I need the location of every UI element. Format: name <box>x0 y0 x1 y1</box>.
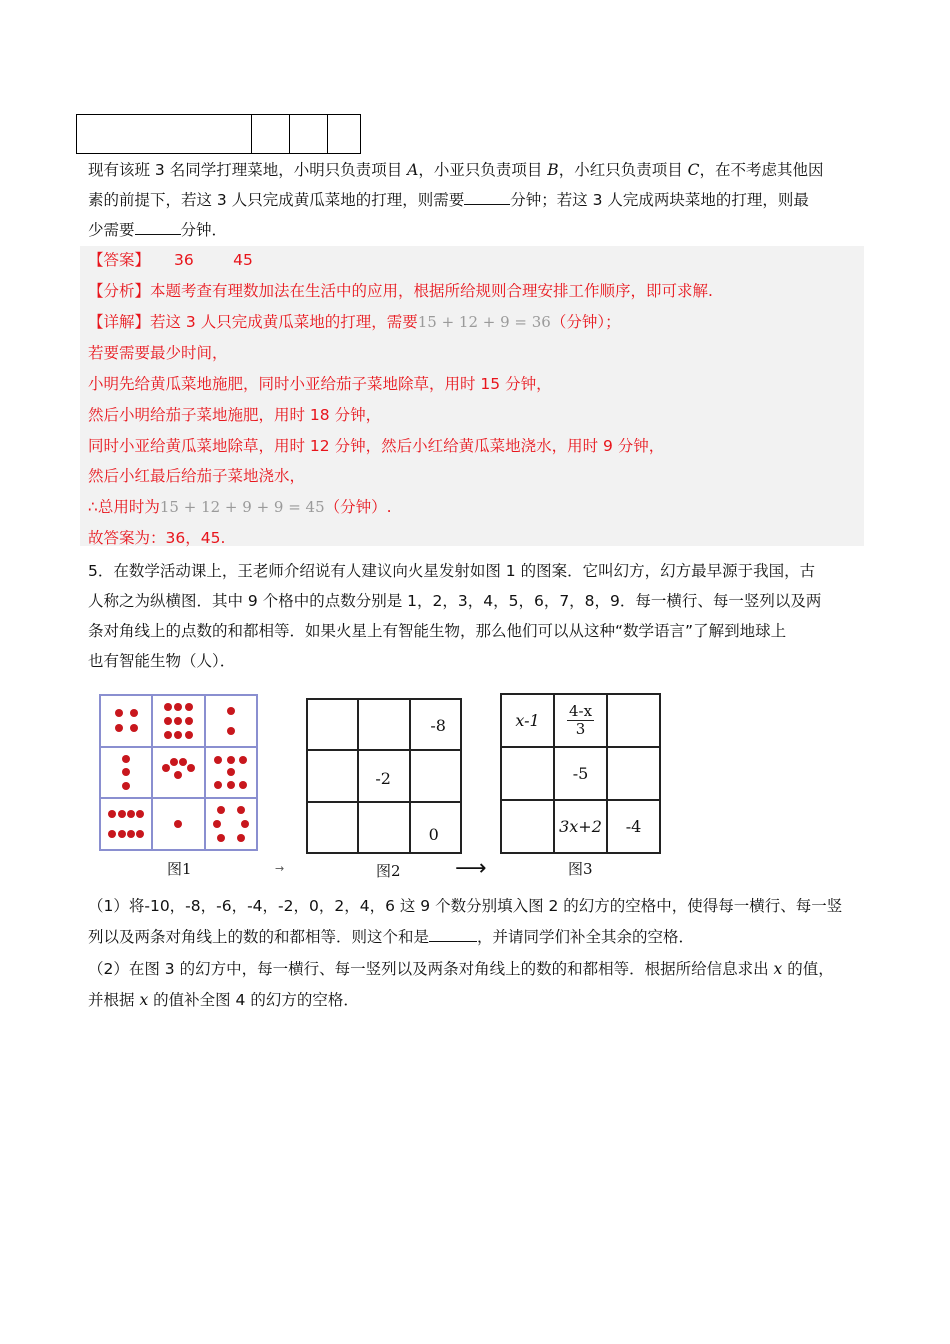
grid-cell <box>358 699 409 750</box>
q5-line-3: 条对角线上的点数的和都相等．如果火星上有智能生物，那么他们可以从这种“数学语言”了解到地球上 <box>88 622 787 640</box>
dot <box>164 731 172 739</box>
dot <box>118 830 126 838</box>
dot <box>185 703 193 711</box>
dot <box>174 717 182 725</box>
grid-cell <box>410 802 461 853</box>
detail-line <box>88 312 621 332</box>
intro-line-2 <box>88 190 809 210</box>
dot <box>237 834 245 842</box>
dot <box>122 755 130 763</box>
dot <box>164 703 172 711</box>
dot-cell <box>205 798 257 850</box>
cell-value: -2 <box>375 769 391 789</box>
grid-cell <box>554 747 607 800</box>
text: 【详解】若这 3 人只完成黄瓜菜地的打理，需要 <box>88 313 418 331</box>
dot-cell <box>100 747 152 799</box>
dot <box>214 756 222 764</box>
figure-1-caption: 图1 <box>167 860 192 878</box>
dot <box>214 781 222 789</box>
dot <box>115 724 123 732</box>
var-a: A <box>407 161 419 179</box>
grid-cell <box>410 750 461 801</box>
dot-cell <box>152 695 204 747</box>
project-table-fragment <box>76 114 361 154</box>
dot <box>185 717 193 725</box>
var-b: B <box>547 161 559 179</box>
cell-value: -4 <box>625 817 642 836</box>
dot <box>241 820 249 828</box>
figure-1-dot-grid <box>99 694 258 851</box>
dot <box>115 709 123 717</box>
table-cell <box>252 115 290 154</box>
grid-cell <box>607 747 660 800</box>
figure-3-caption: 图3 <box>568 860 593 878</box>
dot <box>187 764 195 772</box>
cell-value: x-1 <box>515 711 540 730</box>
answer-values: 36 45 <box>174 251 253 269</box>
q5-line-4: 也有智能生物（人）． <box>88 652 236 670</box>
grid-cell <box>358 750 409 801</box>
dot <box>227 781 235 789</box>
sub1-line-1: （1）将-10，-8，-6，-4，-2，0，2，4，6 这 9 个数分别填入图 2 的幻方的空格中，使得每一横行、每一竖 <box>88 897 843 915</box>
grid-cell <box>607 694 660 747</box>
var-x: x <box>773 960 783 978</box>
text: （分钟）； <box>550 313 621 331</box>
grid-cell <box>307 750 358 801</box>
var-x: x <box>139 991 149 1009</box>
text: ，并请同学们补全其余的空格． <box>477 928 695 946</box>
dot-cell <box>152 798 204 850</box>
text: 列以及两条对角线上的数的和都相等．则这个和是 <box>88 928 430 946</box>
sub1-line-2 <box>88 927 694 947</box>
dot <box>170 758 178 766</box>
text: 分钟；若这 3 人完成两块菜地的打理，则最 <box>510 191 809 209</box>
grid-cell <box>307 699 358 750</box>
dot-cell <box>100 798 152 850</box>
dot <box>227 727 235 735</box>
text: （2）在图 3 的幻方中，每一横行、每一竖列以及两条对角线上的数的和都相等．根据所给信息求出 <box>88 960 774 978</box>
answer-label: 【答案】 <box>88 251 151 269</box>
text: 的值补全图 4 的幻方的空格． <box>148 991 359 1009</box>
dot <box>122 782 130 790</box>
dot <box>136 830 144 838</box>
sub2-line-1 <box>88 959 834 979</box>
fraction <box>567 703 594 738</box>
grid-cell <box>501 747 554 800</box>
dot <box>213 820 221 828</box>
cell-value: 0 <box>428 824 439 844</box>
grid-cell <box>501 694 554 747</box>
text: （分钟）. <box>324 498 392 516</box>
dot <box>136 810 144 818</box>
dot <box>174 820 182 828</box>
sub2-line-2 <box>88 990 359 1010</box>
detail-line-4: 若要需要最少时间， <box>88 344 228 362</box>
intro-line-1 <box>88 160 824 180</box>
dot <box>108 830 116 838</box>
dot <box>127 830 135 838</box>
q5-line-1: 5．在数学活动课上，王老师介绍说有人建议向火星发射如图 1 的图案．它叫幻方，幻方最早源于我国，古 <box>88 562 816 580</box>
detail-line-5: 小明先给黄瓜菜地施肥，同时小亚给茄子菜地除草，用时 15 分钟， <box>88 375 552 393</box>
grid-cell <box>307 802 358 853</box>
text: ∴总用时为 <box>88 498 160 516</box>
grid-cell <box>410 699 461 750</box>
dot-cell <box>100 695 152 747</box>
dot <box>239 781 247 789</box>
dot <box>174 731 182 739</box>
grid-cell <box>501 800 554 853</box>
dot <box>108 810 116 818</box>
table-cell <box>328 115 361 154</box>
dot <box>185 731 193 739</box>
grid-cell <box>607 800 660 853</box>
formula: 15 + 12 + 9 + 9 = 45 <box>159 498 325 516</box>
grid-cell <box>554 800 607 853</box>
cell-value: 3x+2 <box>559 817 602 836</box>
table-cell <box>290 115 328 154</box>
text: 素的前提下，若这 3 人只完成黄瓜菜地的打理，则需要 <box>88 191 465 209</box>
formula: 15 + 12 + 9 = 36 <box>417 313 551 331</box>
dot <box>127 810 135 818</box>
table-cell <box>77 115 252 154</box>
cell-value: -8 <box>430 716 446 735</box>
dot <box>122 768 130 776</box>
dot <box>174 703 182 711</box>
answer-blank[interactable] <box>464 190 510 205</box>
detail-line-9 <box>88 497 392 517</box>
dot <box>118 810 126 818</box>
analysis-line: 【分析】本题考查有理数加法在生活中的应用，根据所给规则合理安排工作顺序，即可求解. <box>88 282 713 300</box>
text: 并根据 <box>88 991 140 1009</box>
answer-blank[interactable] <box>135 220 181 235</box>
dot <box>217 806 225 814</box>
dot <box>227 768 235 776</box>
intro-line-3 <box>88 220 227 240</box>
detail-line-6: 然后小明给茄子菜地施肥，用时 18 分钟， <box>88 406 382 424</box>
figure-2-caption: 图2 <box>376 862 401 880</box>
text: ，小红只负责项目 <box>558 161 688 179</box>
answer-blank[interactable] <box>429 927 477 942</box>
dot <box>174 771 182 779</box>
dot <box>227 707 235 715</box>
detail-line-10: 故答案为：36，45. <box>88 529 226 547</box>
q5-line-2: 人称之为纵横图．其中 9 个格中的点数分别是 1，2，3，4，5，6，7，8，9．每一横行、每一竖列以及两 <box>88 592 822 610</box>
text: 现有该班 3 名同学打理菜地，小明只负责项目 <box>88 161 408 179</box>
detail-line-7: 同时小亚给黄瓜菜地除草，用时 12 分钟，然后小红给黄瓜菜地浇水，用时 9 分钟， <box>88 437 665 455</box>
fraction-numerator: 4-x <box>568 702 593 720</box>
text: 少需要 <box>88 221 135 239</box>
dot <box>130 724 138 732</box>
grid-cell <box>358 802 409 853</box>
figure-3-grid <box>500 693 661 854</box>
dot <box>237 806 245 814</box>
dot <box>130 709 138 717</box>
dot <box>162 764 170 772</box>
text: 分钟． <box>180 221 228 239</box>
dot <box>179 758 187 766</box>
grid-cell <box>554 694 607 747</box>
text: ，在不考虑其他因 <box>699 161 824 179</box>
dot-cell <box>205 695 257 747</box>
text: 的值， <box>782 960 834 978</box>
fraction-denominator: 3 <box>575 720 586 738</box>
dot-cell <box>205 747 257 799</box>
dot <box>217 834 225 842</box>
dot-cell <box>152 747 204 799</box>
answer-line <box>88 250 253 270</box>
figure-2-grid <box>306 698 462 854</box>
dot <box>164 717 172 725</box>
arrow-icon: → <box>275 862 285 875</box>
dot <box>239 756 247 764</box>
cell-value: -5 <box>572 764 589 783</box>
detail-line-8: 然后小红最后给茄子菜地浇水， <box>88 467 306 485</box>
arrow-icon: ⟶ <box>455 856 487 881</box>
text: ，小亚只负责项目 <box>418 161 548 179</box>
var-c: C <box>687 161 700 179</box>
dot <box>227 756 235 764</box>
